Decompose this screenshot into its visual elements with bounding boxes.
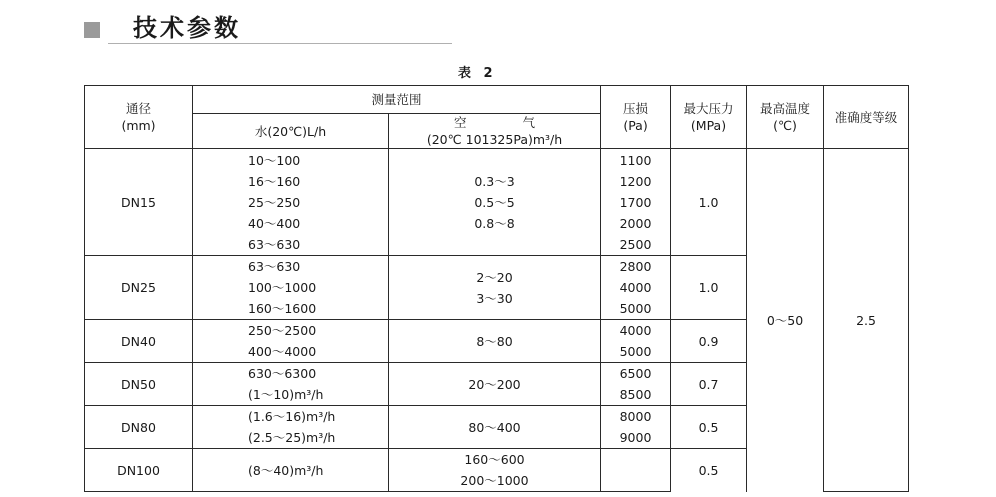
cell-pressure-loss [601,449,671,492]
cell-water-range [193,149,389,256]
air-range-value: 0.3～3 [474,173,515,189]
pressure-loss-value: 1100 [619,152,652,168]
cell-air-range [389,149,601,256]
pressure-loss-value: 9000 [619,430,652,445]
cell-max-pressure: 0.5 [671,449,747,492]
cell-pressure-loss [601,149,671,256]
cell-pressure-loss [601,256,671,320]
cell-pressure-loss [601,320,671,363]
cell-accuracy: 2.5 [824,149,909,492]
pressure-loss-value: 2500 [619,236,652,252]
air-range-value: 20～200 [468,376,521,392]
cell-diameter: DN25 [85,256,193,320]
cell-air-range [389,449,601,492]
cell-air-range [389,320,601,363]
pressure-loss-value: 4000 [619,323,652,338]
water-range-value: 250～2500 [248,323,317,338]
header-line: 空 气 [454,115,561,130]
water-range-value: 100～1000 [248,280,317,295]
water-range-value: (8～40)m³/h [248,462,324,478]
cell-water-range [193,256,389,320]
header-line: 最高温度 [760,101,811,116]
pressure-loss-value: 8500 [619,387,652,402]
header-line: 压损 [623,101,649,116]
cell-diameter: DN80 [85,406,193,449]
air-range-value: 2～20 [476,269,513,285]
header-line: (mm) [121,118,156,133]
header-line: (MPa) [690,118,727,133]
pressure-loss-value: 4000 [619,280,652,295]
header-air [389,114,601,149]
section-marker [84,22,100,38]
header-max-pressure [671,86,747,149]
section-title: 技术参数 [133,14,241,42]
cell-water-range [193,449,389,492]
header-line: 通径 [125,101,151,116]
water-range-value: 160～1600 [248,301,317,316]
cell-pressure-loss [601,406,671,449]
cell-air-range [389,256,601,320]
water-range-value: 63～630 [248,236,301,252]
air-range-value: 0.8～8 [474,215,515,231]
pressure-loss-value: 1700 [619,194,652,210]
air-range-value: 8～80 [476,333,513,349]
cell-diameter: DN40 [85,320,193,363]
cell-max-pressure: 1.0 [671,256,747,320]
header-accuracy: 准确度等级 [824,86,909,149]
pressure-loss-value: 8000 [619,409,652,424]
table-caption: 表 2 [458,66,497,81]
header-pressure-loss [601,86,671,149]
cell-air-range [389,406,601,449]
cell-max-pressure: 1.0 [671,149,747,256]
cell-max-pressure: 0.9 [671,320,747,363]
air-range-value: 0.5～5 [474,194,515,210]
cell-max-temp: 0～50 [747,149,824,492]
cell-diameter: DN15 [85,149,193,256]
pressure-loss-value: 1200 [619,173,652,189]
pressure-loss-value: 2000 [619,215,652,231]
header-line: (℃) [773,118,797,133]
spec-table [84,85,909,492]
header-max-temp [747,86,824,149]
air-range-value: 160～600 [464,452,525,467]
cell-diameter: DN100 [85,449,193,492]
water-range-value: (1.6～16)m³/h [248,409,336,424]
water-range-value: 16～160 [248,173,301,189]
pressure-loss-value: 2800 [619,259,652,274]
cell-diameter: DN50 [85,363,193,406]
air-range-value: 80～400 [468,419,521,435]
header-range: 测量范围 [193,86,601,114]
air-range-value: 3～30 [476,290,513,306]
water-range-value: 400～4000 [248,344,317,359]
cell-pressure-loss [601,363,671,406]
cell-water-range [193,406,389,449]
air-range-value: 200～1000 [460,473,529,488]
water-range-value: 10～100 [248,152,301,168]
water-range-value: 40～400 [248,215,301,231]
water-range-value: (1～10)m³/h [248,387,324,402]
section-divider [108,43,452,44]
cell-water-range [193,320,389,363]
header-diameter [85,86,193,149]
pressure-loss-value: 5000 [619,301,652,316]
header-water: 水(20℃)L/h [193,114,389,149]
water-range-value: 63～630 [248,259,301,274]
header-line: 最大压力 [683,101,734,116]
water-range-value: 630～6300 [248,366,317,381]
water-range-value: (2.5～25)m³/h [248,430,336,445]
cell-water-range [193,363,389,406]
cell-max-pressure: 0.7 [671,363,747,406]
table-row [85,149,909,256]
header-line: (20℃ 101325Pa)m³/h [426,132,563,147]
water-range-value: 25～250 [248,194,301,210]
pressure-loss-value: 6500 [619,366,652,381]
cell-air-range [389,363,601,406]
cell-max-pressure: 0.5 [671,406,747,449]
header-line: (Pa) [623,118,648,133]
pressure-loss-value: 5000 [619,344,652,359]
